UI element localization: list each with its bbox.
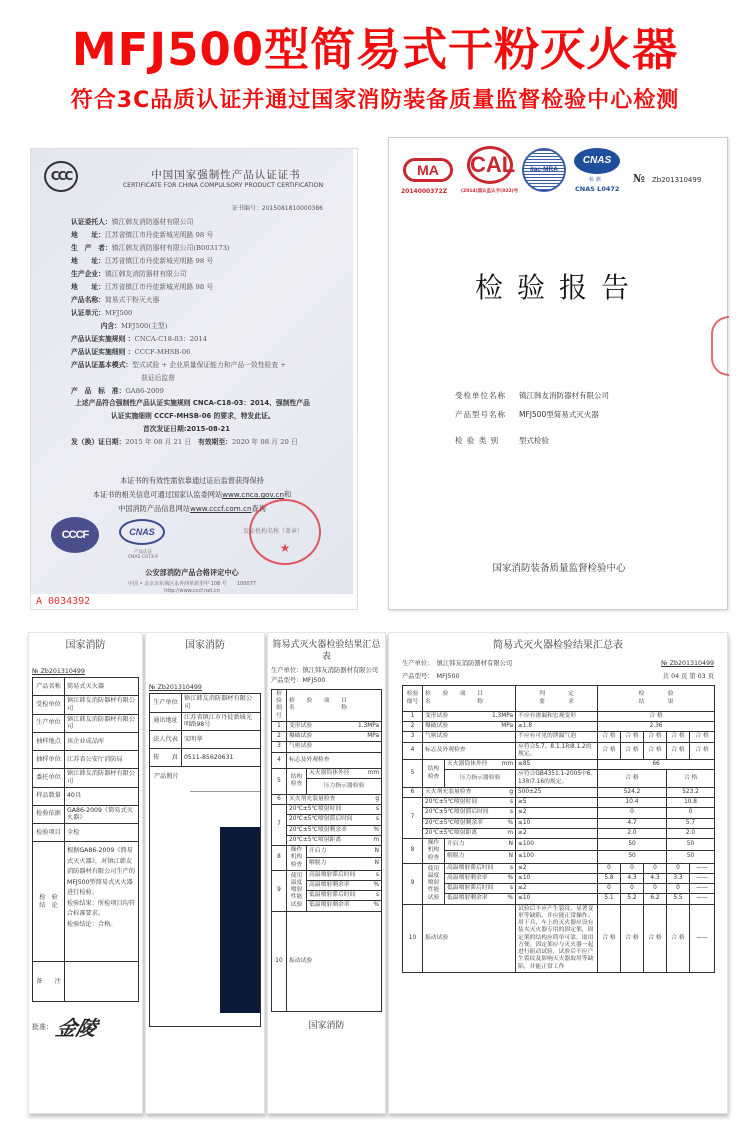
- certificate-title: 中国国家强制性产品认证证书: [151, 169, 301, 181]
- table-row: 8 操作机构检查 开启力 N: [272, 846, 382, 858]
- cnas-caption: 产品认证 CNAS C073-P: [128, 550, 158, 560]
- table-row: [150, 731, 261, 749]
- table-row: 20℃±5℃喷射剩余率 %: [272, 825, 382, 835]
- cnas-number: CNAS L0472: [575, 185, 620, 193]
- sheet-number: № Zb201310499: [661, 660, 714, 667]
- table-row: 20℃±5℃喷射剩余率 % ≤10 4.7 5.7: [403, 818, 715, 828]
- sheet-number: № Zb201310499: [149, 684, 202, 691]
- row-value: 江苏省镇江市丹徒新城光明路98号: [182, 712, 261, 731]
- issuer-address: 中国 • 北京市东城区永外西革新里甲 108 号 100077: [128, 581, 256, 587]
- signature-icon: 金陵: [53, 1016, 100, 1040]
- cnas-logo-icon: CNAS: [119, 519, 165, 545]
- issue-validity: 发（换）证日期：2015 年 08 月 21 日 有效期至：2020 年 08 月 20 日: [71, 438, 298, 446]
- table-row: [33, 824, 139, 842]
- header-no: 检验 细号: [403, 686, 423, 712]
- certificate-row: 地 址：江苏省镇江市丹徒新城光明路 98 号: [71, 257, 214, 265]
- banner-subtitle: 符合3C品质认证并通过国家消防装备质量监督检验中心检测: [70, 88, 680, 113]
- table-header: 检验 细号 检 验 项 目 名 称: [272, 690, 382, 722]
- table-row: 8 操作机构检查 开启力 N ≤100 50 50: [403, 839, 715, 851]
- header-result: 检 验 结 果: [598, 686, 715, 712]
- ilac-mra-logo-icon: ilac-MRA: [522, 148, 566, 192]
- photo-label: 产品照片: [154, 773, 179, 780]
- ccc-certificate: [30, 148, 358, 610]
- cccf-link[interactable]: www.cccf.com.cn: [189, 504, 252, 513]
- table-row: 7 20℃±5℃喷射时间 s: [272, 805, 382, 815]
- table-row: 低温喷射滞后时间 s: [272, 891, 382, 901]
- summary-table-copy: [271, 689, 382, 1012]
- sheet-number: № Zb201310499: [32, 668, 85, 675]
- report-contact-sheet: [145, 632, 265, 1114]
- table-row: [33, 696, 139, 715]
- page-indicator: 共 04 页 第 03 页: [662, 673, 714, 680]
- table-row: [150, 749, 261, 767]
- table-row: 1 变形试验 1.3MPa 不应有渗漏和宏观变形 合 格: [403, 712, 715, 722]
- table-row: 7 20℃±5℃喷射时间 s ≥5 10.4 10.8: [403, 798, 715, 808]
- table-row: 10 振动试验 试验后不应产生裂纹、显著变形等缺陷，并应能正常操作。用于兵、车上的灭火器应设有装夹灭火器专用的固定架，固定架的结构应简单可靠，取用方便。固定架应与灭火器一起进行振动试验，试验后不应产生裂纹及影响灭火器取用等缺陷，并能正常工作 合 格 合 格 合 格 合 格 ——: [403, 904, 715, 972]
- table-row: 20℃±5℃喷射距离 m: [272, 835, 382, 845]
- table-row: 3 气密试验: [272, 742, 382, 752]
- table-row: 4 标志及外观检查: [272, 752, 382, 768]
- table-row: [150, 694, 261, 713]
- certificate-title-en: CERTIFICATE FOR CHINA COMPULSORY PRODUCT CERTIFICATION: [122, 182, 324, 189]
- conclusion-row: [33, 842, 139, 962]
- table-row: 6 灭火剂充装量检查 g: [272, 794, 382, 804]
- cma-number: 2014000372Z: [401, 188, 448, 195]
- table-row: 高温喷射剩余率 %: [272, 880, 382, 890]
- row-label: 通讯地址: [150, 712, 182, 731]
- approval: [32, 1012, 139, 1041]
- table-row: 低温喷射滞后时间 s ≤2 0 0 0 0 ——: [403, 884, 715, 894]
- sheet-footer: 国家消防: [308, 1020, 345, 1031]
- certificate-row: 生产企业：镇江韩友消防器材有限公司: [71, 270, 187, 278]
- row-label: 抽样地点: [33, 733, 65, 751]
- table-row: [33, 678, 139, 696]
- product-photo-box: [149, 767, 261, 1027]
- row-label: 委托单位: [33, 769, 65, 788]
- row-value: 镇江韩友消防器材有限公司: [182, 694, 261, 713]
- table-row: 5 结构检查 灭火器筒体外径 mm ≤85 66: [403, 760, 715, 770]
- report-field: 产品型号名称 MFJ500型简易式灭火器: [455, 410, 599, 419]
- row-value: 镇江韩友消防器材有限公司: [65, 714, 139, 733]
- cnas-logo-icon: CNAS: [574, 148, 620, 174]
- row-value: 全检: [65, 824, 139, 842]
- report-number: № Zb201310499: [633, 172, 702, 185]
- info-table: [32, 677, 139, 1002]
- certificate-row: 内含：MFJ500(主型): [87, 322, 168, 330]
- table-row: 2 爆破试验 MPa: [272, 732, 382, 742]
- sheet-header: 国家消防: [65, 640, 106, 651]
- row-label: 检验项目: [33, 824, 65, 842]
- table-row: 解脱力 N: [272, 858, 382, 870]
- table-row: 2 爆破试验 MPa ≥1.8 2.36: [403, 722, 715, 732]
- table-row: 20℃±5℃喷射距离 m ≥2 2.0 2.0: [403, 828, 715, 838]
- summary-sheet-copy: [267, 632, 386, 1114]
- table-row: 低温喷射剩余率 % ≤10 5.1 5.2 6.2 5.5 ——: [403, 894, 715, 904]
- table-row: 9 使用温度喷射性能试验 高温喷射滞后时间 s ≤2 0 0 0 0 ——: [403, 863, 715, 873]
- header-item: 检 验 项 目 名 称: [423, 686, 516, 712]
- row-value: 40具: [65, 787, 139, 805]
- stamp-caption: 发证机构名称（盖章）: [243, 528, 304, 535]
- remark-label: 备 注: [33, 962, 65, 1002]
- certificate-row: 产 品 标 准：GA86-2009: [71, 387, 164, 395]
- cnca-link[interactable]: www.cnca.gov.cn: [222, 490, 285, 499]
- table-row: 4 标志及外观检查 应符合5.7、8.1.1和8.1.2的规定。 合 格 合 格 合 格 合 格 合 格: [403, 742, 715, 759]
- approve-label: 批准：: [32, 1022, 53, 1031]
- model-line: 产品型号：MFJ500: [271, 677, 326, 684]
- certificate-row: 产品认证实施规则 ：CNCA-C18-03：2014: [71, 335, 207, 343]
- issuer: 公安部消防产品合格评定中心: [145, 568, 239, 577]
- certificate-serial: A 0034392: [36, 596, 91, 607]
- certificate-row: 产品认证实施细则 ：CCCF-MHSB-06: [71, 348, 191, 356]
- row-value: 简易式灭火器: [65, 678, 139, 696]
- table-row: [33, 751, 139, 769]
- banner-title: MFJ500型简易式干粉灭火器: [71, 23, 679, 76]
- certificate-row: 地 址：江苏省镇江市丹徒新城光明路 98 号: [71, 231, 214, 239]
- table-row: [33, 769, 139, 788]
- table-row: [33, 805, 139, 824]
- row-label: 生产单位: [33, 714, 65, 733]
- certificate-row: 生 产 者：镇江韩友消防器材有限公司(B003173): [71, 244, 230, 252]
- red-seal-icon: [711, 316, 729, 376]
- certificate-row: 地 址：江苏省镇江市丹徒新城光明路 98 号: [71, 283, 214, 291]
- table-row: 高温喷射剩余率 % ≤10 5.8 4.3 4.3 3.3 ——: [403, 873, 715, 883]
- table-row: 低温喷射剩余率 %: [272, 901, 382, 911]
- table-row: 10 振动试验: [272, 911, 382, 1011]
- summary-sheet: [388, 632, 728, 1114]
- summary-meta-1: [402, 659, 714, 669]
- table-row: [150, 712, 261, 731]
- row-label: 法人代表: [150, 731, 182, 749]
- certificate-number: 证书编号：2015081810000386: [231, 205, 323, 212]
- model-line: 产品型号： MFJ500: [402, 673, 460, 680]
- cccf-logo-icon: CCCF: [51, 517, 99, 553]
- certificate-row: 产品名称：简易式干粉灭火器: [71, 296, 160, 304]
- row-label: 检验依据: [33, 805, 65, 824]
- sheet-header: 简易式灭火器检验结果汇总表: [272, 640, 381, 662]
- table-row: 解脱力 N ≤100 50 50: [403, 851, 715, 863]
- ccc-logo-icon: CCC: [44, 161, 78, 192]
- row-value: 宋明华: [182, 731, 261, 749]
- row-label: 产品名称: [33, 678, 65, 696]
- cnca-note: 本证书的相关信息可通过国家认监委网站www.cnca.gov.cn和: [92, 490, 292, 499]
- row-value: 该企业成品库: [65, 733, 139, 751]
- table-row: 压力指示器检验 应符合GB4351.1-2005中6.13和7.16的规定。 合 格 合 格: [403, 770, 715, 787]
- certificate-row: 获证后监督: [141, 374, 175, 382]
- table-row: 压力指示器检验: [272, 778, 382, 794]
- cccf-note: 中国消防产品信息网站www.cccf.com.cn查询: [118, 504, 266, 513]
- table-row: 1 变形试验 1.3MPa: [272, 721, 382, 731]
- contact-table: [149, 693, 261, 767]
- report-field: 受检单位名称 镇江韩友消防器材有限公司: [455, 391, 609, 400]
- validity-note: 本证书的有效性需依靠通过证后监督获得保持: [120, 476, 264, 485]
- summary-table: [402, 685, 715, 973]
- row-label: 抽样单位: [33, 751, 65, 769]
- producer-line: 生产单位： 镇江韩友消防器材有限公司: [402, 660, 513, 667]
- certificate-row: 认证单元：MFJ500: [71, 309, 133, 317]
- cnas-caption: 检 测: [589, 177, 601, 183]
- divider: [190, 791, 260, 792]
- table-row: 3 气密试验 不应有可见的泄漏气泡 合 格 合 格 合 格 合 格 合 格: [403, 732, 715, 742]
- report-title: 检验报告: [474, 271, 643, 304]
- conclusion-text: 根据GA86-2009《简易式灭火器》，对镇江韩友消防器材有限公司生产的MFJ500型简易式灭火器进行检验。 检验结果：所检项目均符合标准要求。 检验结论：合格。: [65, 842, 139, 962]
- remark-row: [33, 962, 139, 1002]
- row-value: 镇江韩友消防器材有限公司: [65, 769, 139, 788]
- cal-number: (2014)国认监认字(022)号: [461, 189, 519, 194]
- header-requirement: 判 定 要 求: [516, 686, 598, 712]
- report-field: 检 验 类 别 型式检验: [455, 436, 549, 445]
- table-row: 20℃±5℃喷射滞后时间 s: [272, 815, 382, 825]
- row-label: 生产单位: [150, 694, 182, 713]
- table-row: [33, 733, 139, 751]
- table-row: 9 使用温度喷射性能试验 高温喷射滞后时间 s: [272, 870, 382, 880]
- issuer-url: http://www.cccf.net.cn: [164, 588, 220, 594]
- report-info-sheet: [28, 632, 143, 1114]
- remark-value: [65, 962, 139, 1002]
- report-footer: 国家消防装备质量监督检验中心: [492, 563, 626, 574]
- cma-logo-icon: MA: [403, 158, 453, 182]
- statement: 上述产品符合强制性产品认证实施规则 CNCA-C18-03：2014、强制性产品: [75, 399, 310, 407]
- row-label: 样品数量: [33, 787, 65, 805]
- summary-title: 简易式灭火器检验结果汇总表: [493, 640, 623, 651]
- statement: 认证实施细则 CCCF-MHSB-06 的要求，特发此证。: [111, 412, 275, 420]
- cal-logo-icon: CAL: [467, 146, 513, 184]
- producer-line: 生产单位：镇江韩友消防器材有限公司: [271, 667, 379, 674]
- conclusion-label: 检 验 结 论: [33, 842, 65, 962]
- red-seal-icon: ★: [249, 499, 321, 565]
- table-header: [403, 686, 715, 712]
- certificate-row: 产品认证基本模式：型式试验 + 企业质量保证能力和产品一致性检查 +: [71, 361, 286, 369]
- row-value: GA86-2009《简易式灭火器》: [65, 805, 139, 824]
- row-label: 传 真: [150, 749, 182, 767]
- certificate-paper: [31, 149, 353, 594]
- row-value: 江苏省公安厅消防局: [65, 751, 139, 769]
- inspection-report-cover: [388, 137, 728, 610]
- table-row: [33, 787, 139, 805]
- first-issue-date: 首次发证日期:2015-08-21: [143, 425, 230, 433]
- row-value: 镇江韩友消防器材有限公司: [65, 696, 139, 715]
- summary-meta-2: [402, 672, 714, 682]
- table-row: 20℃±5℃喷射滞后时间 s ≤2 0 0: [403, 808, 715, 818]
- table-row: [33, 714, 139, 733]
- table-row: 5 结构检查 灭火器筒体外径 mm: [272, 768, 382, 778]
- table-row: 6 灭火剂充装量检查 g 500±25 524.2 523.2: [403, 787, 715, 797]
- row-value: 0511-85620631: [182, 749, 261, 767]
- sheet-header: 国家消防: [185, 640, 225, 651]
- product-photo: [220, 827, 260, 1013]
- row-label: 受检单位: [33, 696, 65, 715]
- certificate-row: 认证委托人：镇江韩友消防器材有限公司: [71, 218, 194, 226]
